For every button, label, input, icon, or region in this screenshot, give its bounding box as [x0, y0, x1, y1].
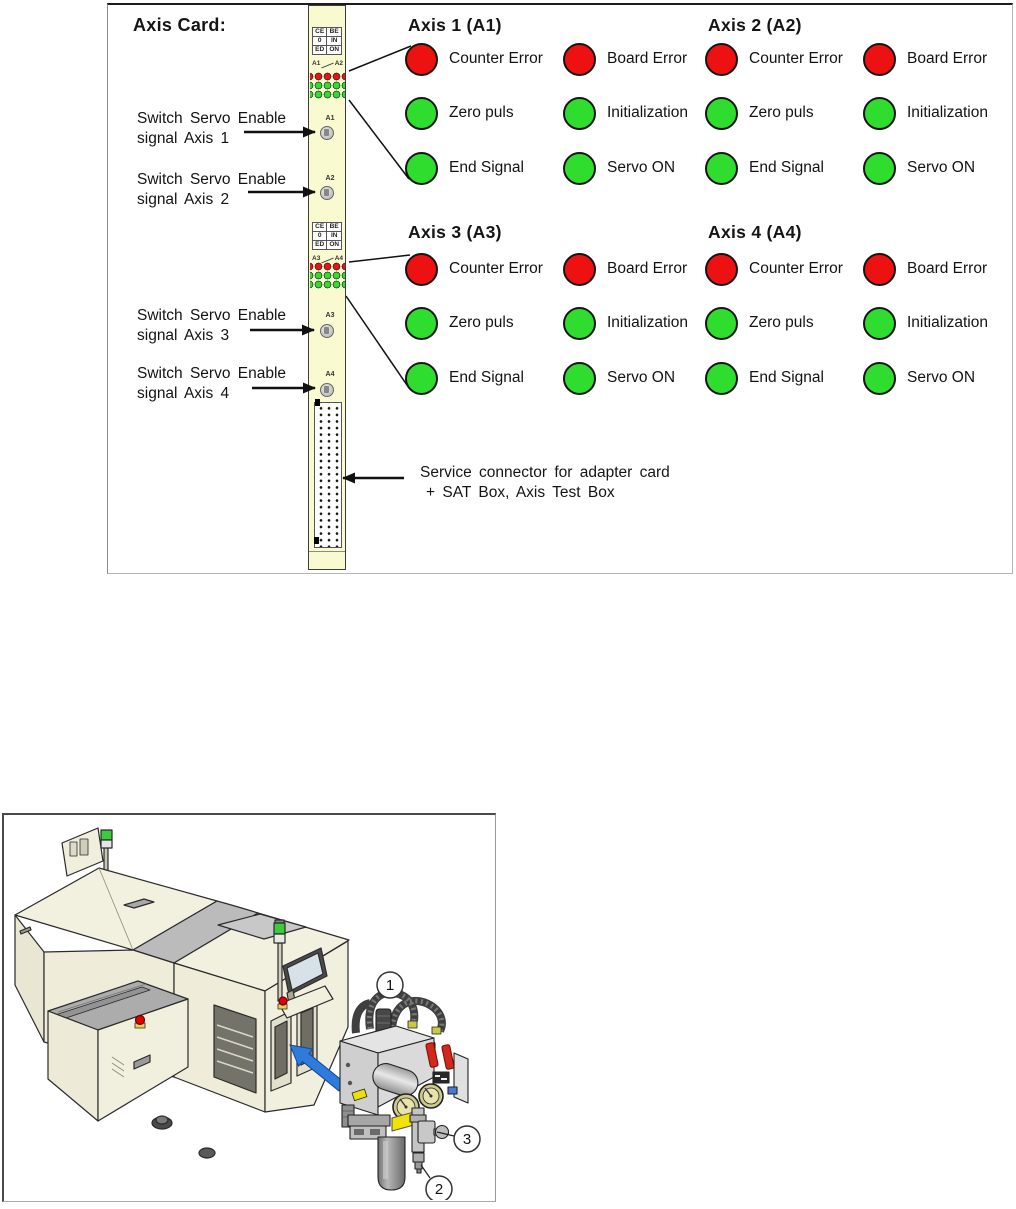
signal-light-green [101, 830, 112, 840]
matrix-cell: 0 [313, 37, 327, 46]
switch-note-axis1 [137, 109, 312, 149]
led-circle [405, 307, 438, 340]
led-label: Zero puls [449, 314, 514, 331]
led-circle [705, 97, 738, 130]
note-line: Service connector for adapter card [420, 464, 670, 481]
led-label: Servo ON [907, 159, 976, 176]
led-label: Board Error [907, 50, 988, 67]
led-circle [705, 307, 738, 340]
matrix-cell: IN [327, 37, 342, 46]
led-circle [405, 43, 438, 76]
led-label: Counter Error [749, 50, 843, 67]
led-indicator [563, 361, 675, 395]
led-label: Counter Error [449, 50, 543, 67]
axis2-title: Axis 2 (A2) [708, 15, 802, 35]
axis2-led-legend [705, 15, 1010, 200]
led-circle [863, 362, 896, 395]
led-label: Zero puls [749, 314, 814, 331]
led-indicator [563, 151, 675, 185]
drain-fitting [413, 1153, 424, 1162]
service-connector-note [420, 463, 670, 502]
placement-machine-illustration [15, 828, 349, 1158]
machine-figure-frame [2, 813, 496, 1202]
led-label: Initialization [907, 104, 988, 121]
axis-card-illustration [308, 5, 346, 570]
led-label: Servo ON [907, 369, 976, 386]
led-indicator [705, 42, 843, 76]
shutoff-valve [418, 1121, 435, 1143]
axis1-led-legend [405, 15, 710, 200]
led-indicator [863, 361, 975, 395]
group-label: A2 [334, 60, 343, 67]
led-label: Counter Error [449, 260, 543, 277]
axis4-led-legend [705, 222, 1010, 407]
servo-enable-switch-a4 [320, 383, 334, 397]
led-indicator [705, 96, 814, 130]
card-divider-line [309, 551, 345, 552]
axis3-led-legend [405, 222, 710, 407]
led-indicator [863, 96, 988, 130]
matrix-cell: ED [313, 46, 327, 55]
switch-note-axis2 [137, 170, 312, 210]
matrix-cell: 0 [313, 232, 327, 241]
led-label: Board Error [907, 260, 988, 277]
signal-light-green [274, 923, 285, 934]
connector-end-mark [314, 537, 319, 544]
led-indicator [405, 361, 524, 395]
led-label: Servo ON [607, 369, 676, 386]
led-label: Initialization [907, 314, 988, 331]
machine-left-wall [15, 915, 44, 1042]
led-indicator [863, 252, 987, 286]
callout-number-3: 3 [462, 1131, 472, 1148]
switch-label-a3: A3 [325, 312, 335, 319]
led-label: Initialization [607, 104, 688, 121]
led-circle [405, 97, 438, 130]
led-indicator [705, 252, 843, 286]
led-circle [705, 152, 738, 185]
card-led-row-green [310, 280, 345, 289]
servo-enable-switch-a1 [320, 126, 334, 140]
note-line: Switch Servo Enable [137, 171, 287, 188]
pressure-gauge [419, 1084, 443, 1108]
card-led-row-green [310, 271, 345, 280]
led-circle [563, 43, 596, 76]
led-indicator [405, 306, 514, 340]
connector-end-mark [315, 399, 320, 406]
led-circle [863, 97, 896, 130]
led-indicator [705, 361, 824, 395]
matrix-cell: ON [327, 241, 342, 250]
mounting-bracket [454, 1053, 468, 1103]
led-indicator [405, 151, 524, 185]
led-circle [705, 43, 738, 76]
led-label: Zero puls [449, 104, 514, 121]
switch-note-axis4 [137, 364, 312, 404]
axis1-title: Axis 1 (A1) [408, 15, 502, 35]
led-circle [563, 307, 596, 340]
led-indicator [405, 252, 543, 286]
led-circle [863, 152, 896, 185]
led-indicator [705, 151, 824, 185]
machine-figure [4, 815, 494, 1200]
led-circle [563, 362, 596, 395]
led-label: End Signal [449, 369, 524, 386]
led-indicator [863, 151, 975, 185]
servo-enable-switch-a3 [320, 324, 334, 338]
led-circle [563, 97, 596, 130]
led-circle [705, 362, 738, 395]
matrix-cell: BE [327, 223, 342, 232]
led-circle [405, 253, 438, 286]
group-label: A1 [312, 60, 321, 67]
led-circle [705, 253, 738, 286]
led-label: Counter Error [749, 260, 843, 277]
led-circle [563, 253, 596, 286]
led-circle [863, 253, 896, 286]
matrix-cell: CE [313, 223, 327, 232]
note-line: signal Axis 2 [137, 191, 230, 208]
note-line: + SAT Box, Axis Test Box [426, 483, 615, 501]
switch-label-a4: A4 [325, 371, 335, 378]
led-label: End Signal [749, 159, 824, 176]
note-line: signal Axis 4 [137, 385, 230, 402]
pneumatic-service-unit [340, 993, 468, 1190]
led-label: End Signal [449, 159, 524, 176]
led-label: Board Error [607, 260, 688, 277]
led-indicator [563, 252, 687, 286]
group-label: A3 [312, 255, 321, 262]
panel-title: Axis Card: [133, 15, 227, 35]
led-circle [405, 152, 438, 185]
switch-label-a1: A1 [325, 115, 335, 122]
matrix-cell: BE [327, 28, 342, 37]
led-circle [563, 152, 596, 185]
led-label: Zero puls [749, 104, 814, 121]
led-label: End Signal [749, 369, 824, 386]
note-line: Switch Servo Enable [137, 365, 287, 382]
axis3-title: Axis 3 (A3) [408, 222, 502, 242]
led-matrix-header-2 [312, 222, 342, 250]
led-circle [405, 362, 438, 395]
emergency-stop-button [279, 997, 287, 1005]
card-led-row-green [310, 81, 345, 90]
led-circle [863, 43, 896, 76]
note-line: signal Axis 3 [137, 327, 230, 344]
led-label: Board Error [607, 50, 688, 67]
emergency-stop-button [136, 1016, 145, 1025]
switch-note-axis3 [137, 306, 312, 346]
axis4-title: Axis 4 (A4) [708, 222, 802, 242]
matrix-cell: ON [327, 46, 342, 55]
matrix-cell: ED [313, 241, 327, 250]
card-led-row-red [310, 262, 345, 271]
led-matrix-header-1 [312, 27, 342, 55]
led-indicator [405, 42, 543, 76]
led-indicator [405, 96, 514, 130]
led-circle [863, 307, 896, 340]
led-label: Servo ON [607, 159, 676, 176]
note-line: signal Axis 1 [137, 130, 230, 147]
service-connector [314, 402, 342, 548]
matrix-cell: CE [313, 28, 327, 37]
led-indicator [563, 42, 687, 76]
note-line: Switch Servo Enable [137, 307, 287, 324]
valve-block-front [340, 1041, 378, 1115]
led-indicator [563, 306, 688, 340]
servo-enable-switch-a2 [320, 186, 334, 200]
switch-label-a2: A2 [325, 175, 335, 182]
red-lever [442, 1044, 455, 1069]
matrix-cell: IN [327, 232, 342, 241]
led-indicator [863, 306, 988, 340]
note-line: Switch Servo Enable [137, 110, 287, 127]
led-indicator [705, 306, 814, 340]
card-led-row-green [310, 90, 345, 99]
callout-number-1: 1 [385, 977, 395, 994]
callout-number-2: 2 [434, 1181, 444, 1198]
led-indicator [863, 42, 987, 76]
filter-bowl [378, 1137, 405, 1190]
group-label: A4 [334, 255, 343, 262]
led-indicator [563, 96, 688, 130]
card-led-row-red [310, 72, 345, 81]
led-label: Initialization [607, 314, 688, 331]
